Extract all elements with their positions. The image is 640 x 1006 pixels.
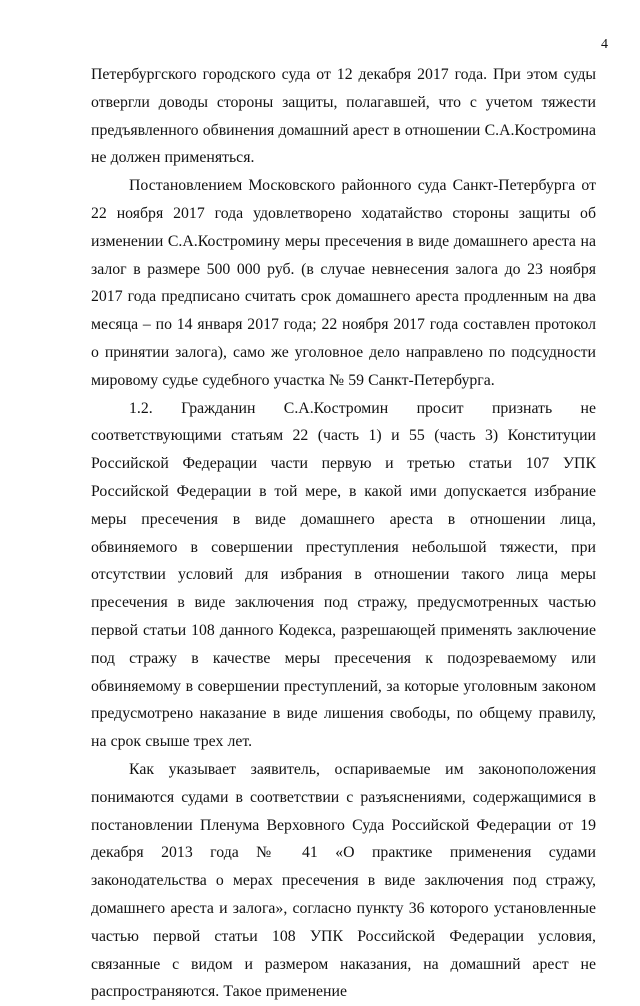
paragraph-court-ruling: Постановлением Московского районного суда Санкт-Петербурга от 22 ноября 2017 года удовлетворено ходатайство стороны защиты об изменении С.А.Костромину меры пресечения в виде домашнего ареста на залог в размере 500 000 руб. (в случае невнесения залога до 23 ноября 2017 года предписано считать срок домашнего ареста продленным на два месяца – по 14 января 2017 года; 22 ноября 2017 года составлен протокол о принятии залога), само же уголовное дело направлено по подсудности мировому судье судебного участка № 59 Санкт-Петербурга. — [91, 177, 596, 389]
paragraph-continuation: Петербургского городского суда от 12 декабря 2017 года. При этом суды отвергли доводы стороны защиты, полагавшей, что с учетом тяжести предъявленного обвинения домашний арест в отношении С.А.Костромина не должен применяться. — [91, 66, 596, 167]
document-body — [91, 61, 596, 1006]
page-number: 4 — [601, 37, 608, 52]
paragraph-applicant-argument: Как указывает заявитель, оспариваемые им законоположения понимаются судами в соответствии с разъяснениями, содержащимися в постановлении Пленума Верховного Суда Российской Федерации от 19 декабря 2013 года № 41 «О практике применения судами законодательства о мерах пресечения в виде заключения под стражу, домашнего ареста и залога», согласно пункту 36 которого установленные частью первой статьи 108 УПК Российской Федерации условия, связанные с видом и размером наказания, на домашний арест не распространяются. Такое применение — [91, 760, 596, 1001]
paragraph-complaint: 1.2. Гражданин С.А.Костромин просит признать не соответствующими статьям 22 (часть 1) и 55 (часть 3) Конституции Российской Федерации части первую и третью статьи 107 УПК Российской Федерации в той мере, в какой ими допускается избрание меры пресечения в виде домашнего ареста в отношении лица, обвиняемого в совершении преступления небольшой тяжести, при отсутствии условий для избрания в отношении такого лица меры пресечения в виде заключения под стражу, предусмотренных частью первой статьи 108 данного Кодекса, разрешающей применять заключение под стражу в качестве меры пресечения к подозреваемому или обвиняемому в совершении преступлений, за которые уголовным законом предусмотрено наказание в виде лишения свободы, по общему правилу, на срок свыше трех лет. — [91, 399, 596, 751]
